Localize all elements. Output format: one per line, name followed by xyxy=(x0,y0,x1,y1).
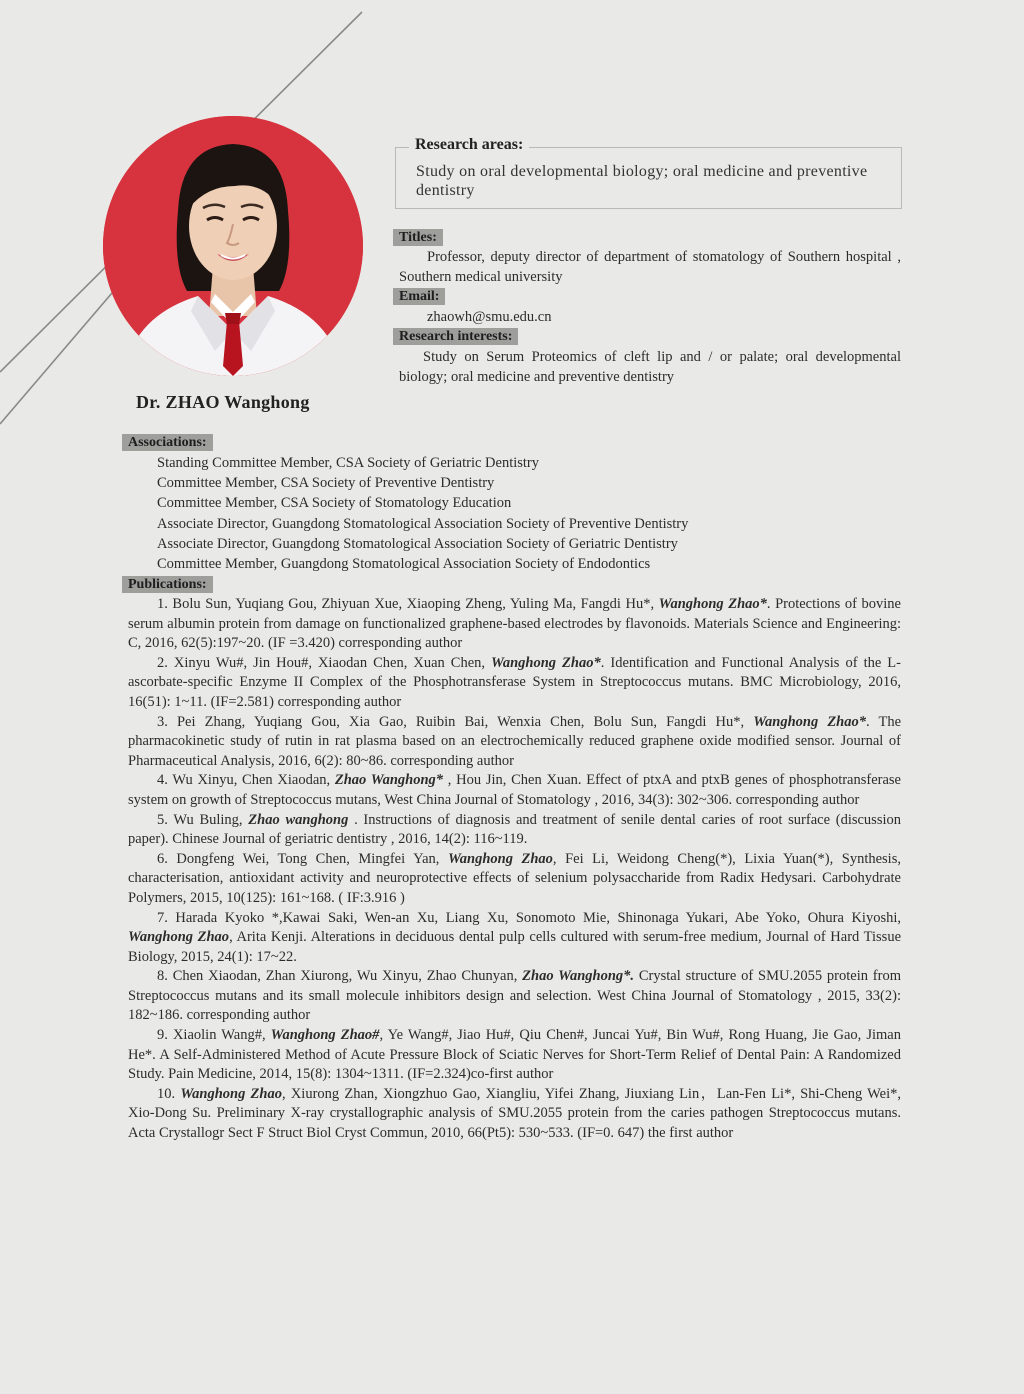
association-item: Committee Member, CSA Society of Stomatology Education xyxy=(157,495,512,512)
publication-item: 3. Pei Zhang, Yuqiang Gou, Xia Gao, Ruibin Bai, Wenxia Chen, Bolu Sun, Fangdi Hu*, Wanghong Zhao*. The pharmacokinetic study of rutin in rat plasma based on an electrochemically reduced graphene oxide modified sensor. Journal of Pharmaceutical Analysis, 2016, 6(2): 80~86. corresponding author xyxy=(128,713,902,769)
email-label: Email: xyxy=(393,288,445,305)
author-highlight: Wanghong Zhao* xyxy=(753,713,866,730)
research-areas-text: Study on oral developmental biology; oral medicine and preventive dentistry xyxy=(416,163,868,199)
doctor-portrait xyxy=(103,116,363,376)
association-item: Associate Director, Guangdong Stomatological Association Society of Preventive Dentistry xyxy=(157,515,689,532)
publication-item: 6. Dongfeng Wei, Tong Chen, Mingfei Yan, Wanghong Zhao, Fei Li, Weidong Cheng(*), Lixia Yuan(*), Synthesis, characterisation, antioxidant activity and neuroprotective effects of selenium polysaccharide from Radix Hedysari. Carbohydrate Polymers, 2015, 10(125): 161~168. ( IF:3.916 ) xyxy=(128,850,901,906)
publication-item: 4. Wu Xinyu, Chen Xiaodan, Zhao Wanghong* , Hou Jin, Chen Xuan. Effect of ptxA and ptxB genes of phosphotransferase system on growth of Streptococcus mutans, West China Journal of Stomatology , 2016, 34(3): 302~306. corresponding author xyxy=(128,772,901,808)
publication-item: 2. Xinyu Wu#, Jin Hou#, Xiaodan Chen, Xuan Chen, Wanghong Zhao*. Identification and Functional Analysis of the L-ascorbate-specific Enzyme II Complex of the Phosphotransferase System in Streptococcus mutans. BMC Microbiology, 2016, 16(51): 1~11. (IF=2.581) corresponding author xyxy=(128,654,901,710)
author-highlight: Wanghong Zhao xyxy=(128,929,230,946)
titles-label: Titles: xyxy=(393,229,443,246)
publication-item: 10. Wanghong Zhao, Xiurong Zhan, Xiongzhuo Gao, Xiangliu, Yifei Zhang, Jiuxiang Lin，Lan-Fen Li*, Shi-Cheng Wei*, Xio-Dong Su. Preliminary X-ray crystallographic analysis of SMU.2055 protein from the caries pathogen Streptococcus mutans. Acta Crystallogr Sect F Struct Biol Cryst Commun, 2010, 66(Pt5): 530~533. (IF=0. 647) the first author xyxy=(128,1085,901,1142)
author-highlight: Wanghong Zhao# xyxy=(270,1027,380,1044)
author-highlight: Wanghong Zhao xyxy=(180,1085,282,1102)
research-interests-text: Study on Serum Proteomics of cleft lip and / or palate; oral developmental biology; oral medicine and preventive dentistry xyxy=(399,349,901,385)
publication-item: 7. Harada Kyoko *,Kawai Saki, Wen-an Xu, Liang Xu, Sonomoto Mie, Shinonaga Yukari, Abe Yoko, Ohura Kiyoshi, Wanghong Zhao, Arita Kenji. Alterations in deciduous dental pulp cells cultured with serum-free medium, Journal of Hard Tissue Biology, 2015, 24(1): 17~22. xyxy=(128,909,902,965)
author-highlight: Wanghong Zhao xyxy=(447,850,553,867)
associations-list xyxy=(157,453,688,574)
associations-label: Associations: xyxy=(122,434,213,451)
association-item: Committee Member, Guangdong Stomatological Association Society of Endodontics xyxy=(157,556,651,573)
research-interests-label: Research interests: xyxy=(393,328,518,345)
publications-label: Publications: xyxy=(122,576,213,593)
publication-item: 5. Wu Buling, Zhao wanghong . Instructions of diagnosis and treatment of senile dental caries of root surface (discussion paper). Chinese Journal of geriatric dentistry , 2016, 14(2): 116~119. xyxy=(128,811,901,848)
association-item: Committee Member, CSA Society of Preventive Dentistry xyxy=(157,475,495,492)
publications-list xyxy=(128,595,901,1144)
titles-text: Professor, deputy director of department of stomatology of Southern hospital , Southern medical university xyxy=(399,249,901,285)
author-highlight: Wanghong Zhao* xyxy=(658,596,767,612)
association-item: Standing Committee Member, CSA Society of Geriatric Dentistry xyxy=(157,455,539,471)
doctor-name: Dr. ZHAO Wanghong xyxy=(136,392,310,412)
author-highlight: Zhao Wanghong*. xyxy=(522,968,635,985)
author-highlight: Wanghong Zhao* xyxy=(491,654,601,671)
association-item: Associate Director, Guangdong Stomatological Association Society of Geriatric Dentistry xyxy=(157,535,678,552)
publication-item: 8. Chen Xiaodan, Zhan Xiurong, Wu Xinyu, Zhao Chunyan, Zhao Wanghong*. Crystal structure of SMU.2055 protein from Streptococcus mutans and its small molecule inhibitors design and selection. West China Journal of Stomatology , 2015, 33(2): 182~186. corresponding author xyxy=(128,968,901,1024)
email-text: zhaowh@smu.edu.cn xyxy=(427,309,552,325)
author-highlight: Zhao wanghong xyxy=(248,811,349,828)
author-highlight: Zhao Wanghong* xyxy=(334,772,444,789)
publication-item: 9. Xiaolin Wang#, Wanghong Zhao#, Ye Wang#, Jiao Hu#, Qiu Chen#, Juncai Yu#, Bin Wu#, Rong Huang, Jie Gao, Jiman He*. A Self-Administered Method of Acute Pressure Block of Sciatic Nerves for Short-Term Relief of Dental Pain: A Randomized Study. Pain Medicine, 2014, 15(8): 1304~1311. (IF=2.324)co-first author xyxy=(128,1027,901,1083)
publication-item: 1. Bolu Sun, Yuqiang Gou, Zhiyuan Xue, Xiaoping Zheng, Yuling Ma, Fangdi Hu*, Wanghong Zhao*. Protections of bovine serum albumin protein from damage on functionalized graphene-based electrodes by flavonoids. Materials Science and Engineering: C, 2016, 62(5):197~20. (IF =3.420) corresponding author xyxy=(128,596,901,652)
research-areas-title: Research areas: xyxy=(409,136,529,154)
